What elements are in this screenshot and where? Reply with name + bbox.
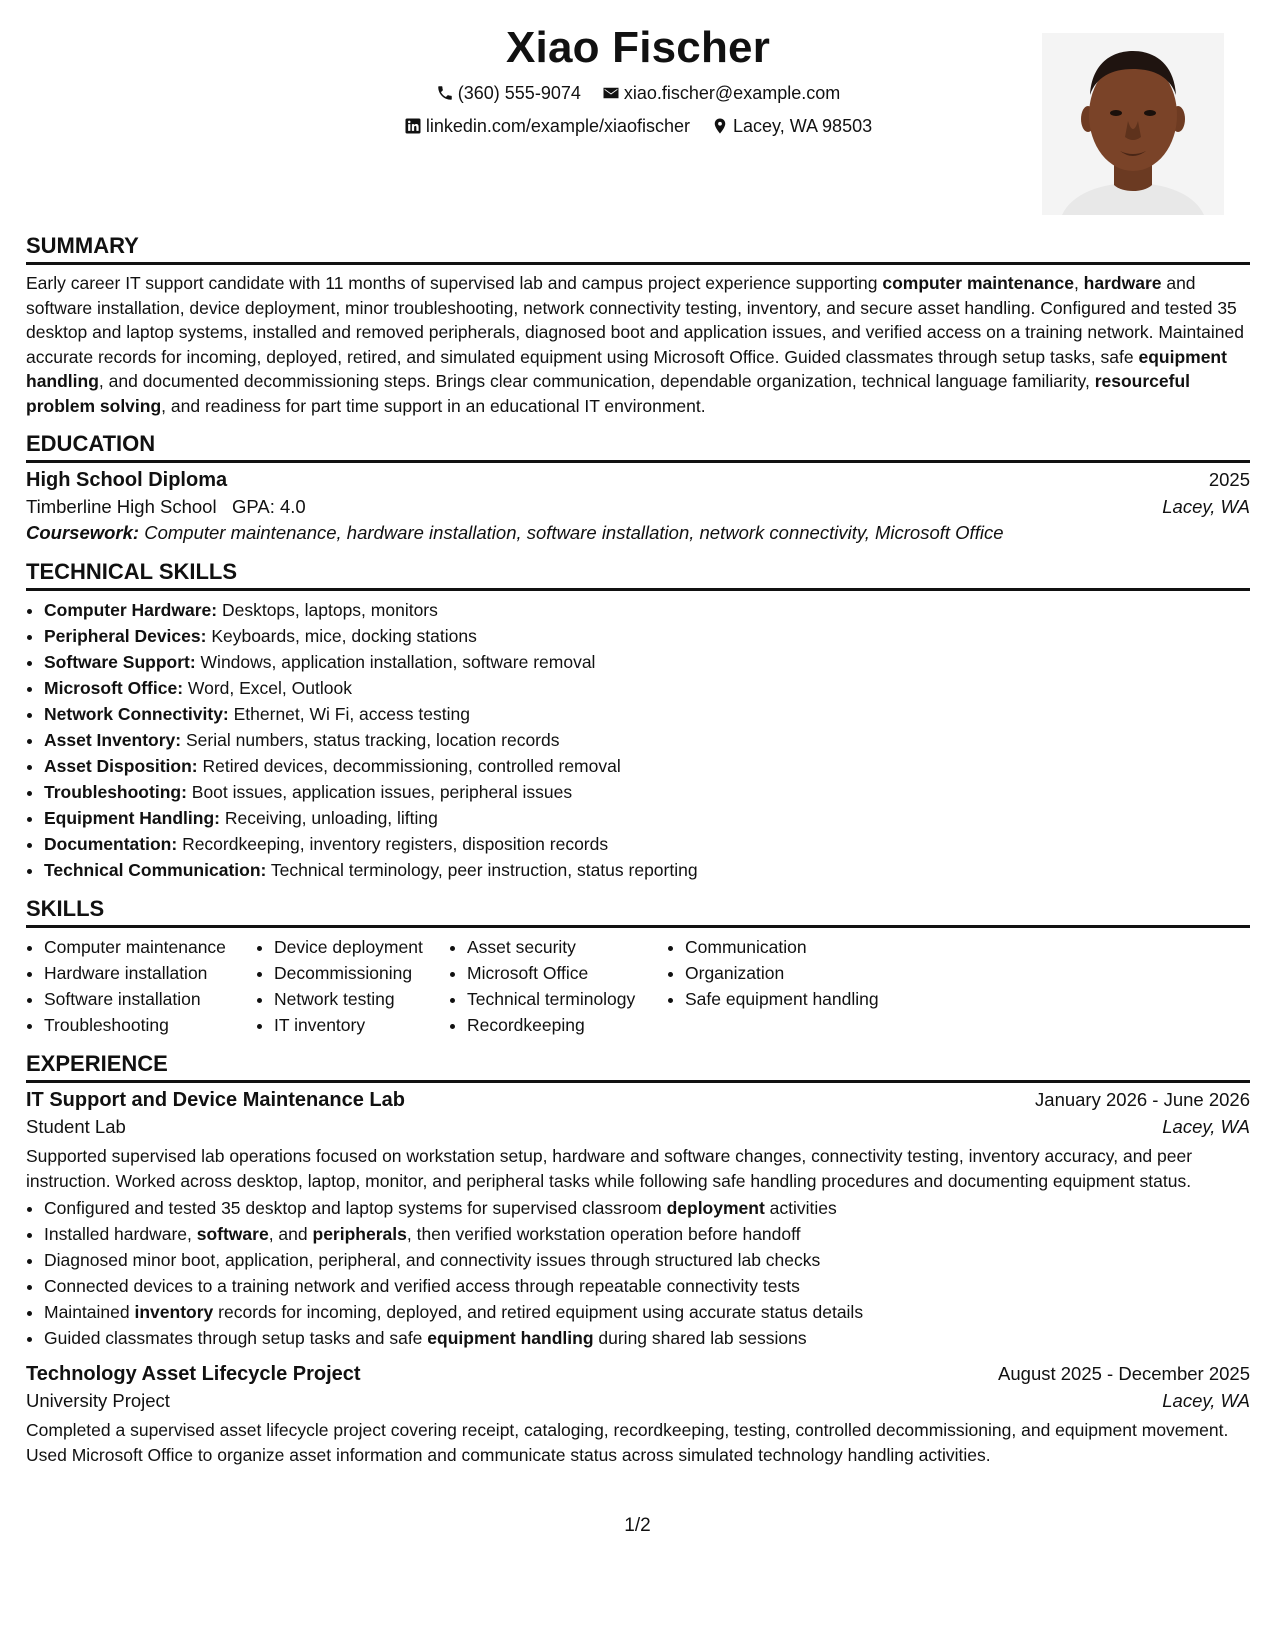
summary-part: , and documented decommissioning steps. Brings clear communication, dependable organization, technical language familiarity, bbox=[98, 371, 1095, 391]
summary-part: and software installation, device deployment, minor troubleshooting, network connectivity testing, inventory, and secure asset handling. Configured and tested 35 desktop and laptop systems, installed and removed peripherals, diagnosed boot and application issues, and verified access on a training network. Maintained accurate records for incoming, deployed, retired, and simulated equipment using Microsoft Office. Guided classmates through setup tasks, safe bbox=[26, 273, 1244, 367]
school-and-gpa bbox=[26, 496, 306, 518]
profile-photo bbox=[1042, 33, 1224, 215]
resume-page bbox=[26, 18, 1250, 1467]
resume-header bbox=[26, 18, 1250, 218]
skills-section bbox=[26, 895, 1250, 1038]
bullet-bold-part: equipment handling bbox=[427, 1328, 594, 1348]
experience-description: Supported supervised lab operations focused on workstation setup, hardware and software changes, connectivity testing, inventory accuracy, and peer instruction. Worked across desktop, laptop, monitor, and peripheral tasks while following safe handling procedures and documenting equipment status. bbox=[26, 1146, 1193, 1191]
skill-item: • Decommissioning bbox=[274, 960, 449, 986]
technical-skill-value: Technical terminology, peer instruction, status reporting bbox=[266, 860, 698, 880]
bullet-bold-part: peripherals bbox=[312, 1224, 407, 1244]
technical-skill-value: Desktops, laptops, monitors bbox=[217, 600, 438, 620]
experience-bullets bbox=[26, 1195, 1250, 1351]
skill-item: • Microsoft Office bbox=[467, 960, 667, 986]
bullet-bold-part: inventory bbox=[134, 1302, 214, 1322]
skill-item: • Computer maintenance bbox=[44, 934, 256, 960]
technical-skills-section bbox=[26, 558, 1250, 883]
technical-skill-value: Word, Excel, Outlook bbox=[183, 678, 352, 698]
school-location: Lacey, WA bbox=[1162, 496, 1250, 517]
candidate-name: Xiao Fischer bbox=[505, 23, 771, 72]
skill-item: • Recordkeeping bbox=[467, 1012, 667, 1038]
degree-title: High School Diploma bbox=[26, 469, 228, 491]
experience-bullet bbox=[44, 1299, 1250, 1325]
education-row-2 bbox=[26, 496, 1250, 518]
skill-item: • Organization bbox=[685, 960, 897, 986]
skill-item: • Software installation bbox=[44, 986, 256, 1012]
coursework-label: Coursework: bbox=[26, 522, 140, 543]
technical-skill-item bbox=[44, 701, 1250, 727]
experience-sub-row bbox=[26, 1116, 1250, 1138]
experience-org: University Project bbox=[26, 1390, 170, 1411]
experience-description: Completed a supervised asset lifecycle project covering receipt, cataloging, recordkeeping, testing, controlled decommissioning, and equipment movement. Used Microsoft Office to organize asset information and communicate status across simulated technology handling activities. bbox=[26, 1420, 1229, 1465]
experience-dates: August 2025 - December 2025 bbox=[998, 1363, 1250, 1384]
technical-skill-item bbox=[44, 779, 1250, 805]
technical-skill-label: Network Connectivity: bbox=[44, 704, 229, 724]
skill-item: • Asset security bbox=[467, 934, 667, 960]
phone-contact bbox=[436, 78, 581, 108]
linkedin-contact[interactable] bbox=[404, 111, 690, 141]
technical-skill-item bbox=[44, 857, 1250, 883]
technical-skill-value: Boot issues, application issues, peripheral issues bbox=[186, 782, 573, 802]
education-section bbox=[26, 430, 1250, 544]
experience-section bbox=[26, 1050, 1250, 1467]
experience-header-row bbox=[26, 1363, 1250, 1386]
map-pin-icon bbox=[711, 117, 729, 135]
phone-number: (360) 555-9074 bbox=[457, 83, 581, 103]
bullet-part: Guided classmates through setup tasks and safe bbox=[44, 1328, 428, 1348]
graduation-year: 2025 bbox=[1208, 469, 1250, 490]
location-contact bbox=[711, 111, 872, 141]
experience-bullet bbox=[44, 1325, 1250, 1351]
summary-part: , and readiness for part time support in an educational IT environment. bbox=[161, 395, 706, 416]
skill-item: • Technical terminology bbox=[467, 986, 667, 1012]
experience-bullet bbox=[44, 1273, 1250, 1299]
technical-skill-item bbox=[44, 831, 1250, 857]
bullet-part: Connected devices to a training network and verified access through repeatable connectivity tests bbox=[44, 1276, 800, 1296]
technical-skills-heading: TECHNICAL SKILLS bbox=[26, 558, 1250, 591]
technical-skill-label: Technical Communication: bbox=[44, 860, 267, 880]
experience-org: Student Lab bbox=[26, 1116, 126, 1137]
bullet-part: activities bbox=[764, 1198, 837, 1218]
bullet-bold-part: software bbox=[196, 1224, 269, 1244]
page-number: 1/2 bbox=[624, 1515, 651, 1536]
technical-skill-item bbox=[44, 675, 1250, 701]
experience-dates: January 2026 - June 2026 bbox=[1035, 1089, 1250, 1110]
gpa: GPA: 4.0 bbox=[232, 496, 306, 517]
experience-entry bbox=[26, 1363, 1250, 1467]
bullet-part: , and bbox=[268, 1224, 313, 1244]
school-name: Timberline High School bbox=[26, 496, 217, 517]
experience-sub-row bbox=[26, 1390, 1250, 1412]
bullet-part: Maintained bbox=[44, 1302, 135, 1322]
experience-header-row bbox=[26, 1089, 1250, 1112]
phone-icon bbox=[436, 84, 454, 102]
experience-title: IT Support and Device Maintenance Lab bbox=[26, 1089, 405, 1111]
technical-skill-item bbox=[44, 805, 1250, 831]
technical-skill-label: Microsoft Office: bbox=[44, 678, 184, 698]
technical-skill-label: Asset Disposition: bbox=[44, 756, 198, 776]
linkedin-url[interactable]: linkedin.com/example/xiaofischer bbox=[425, 116, 690, 136]
email-address[interactable]: xiao.fischer@example.com bbox=[623, 83, 841, 103]
technical-skill-value: Retired devices, decommissioning, controlled removal bbox=[197, 756, 621, 776]
coursework-list: Computer maintenance, hardware installation, software installation, network connectivity, Microsoft Office bbox=[139, 522, 1004, 543]
experience-location: Lacey, WA bbox=[1162, 1116, 1250, 1137]
technical-skill-label: Asset Inventory: bbox=[44, 730, 182, 750]
technical-skill-item bbox=[44, 753, 1250, 779]
bullet-part: , then verified workstation operation before handoff bbox=[406, 1224, 801, 1244]
technical-skill-item bbox=[44, 597, 1250, 623]
technical-skill-label: Computer Hardware: bbox=[44, 600, 218, 620]
experience-bullet bbox=[44, 1247, 1250, 1273]
envelope-icon bbox=[602, 84, 620, 102]
summary-text bbox=[26, 271, 1250, 418]
skill-item: • Hardware installation bbox=[44, 960, 256, 986]
education-row-1 bbox=[26, 469, 1250, 492]
bullet-part: during shared lab sessions bbox=[593, 1328, 807, 1348]
technical-skill-label: Documentation: bbox=[44, 834, 178, 854]
bullet-part: Diagnosed minor boot, application, peripheral, and connectivity issues through structured lab checks bbox=[44, 1250, 821, 1270]
experience-bullet bbox=[44, 1221, 1250, 1247]
summary-bold-part: equipment handling bbox=[26, 346, 1227, 391]
bullet-part: Installed hardware, bbox=[44, 1224, 197, 1244]
skills-column bbox=[667, 934, 897, 1038]
skill-item: • Safe equipment handling bbox=[685, 986, 897, 1012]
bullet-part: records for incoming, deployed, and retired equipment using accurate status details bbox=[213, 1302, 864, 1322]
summary-bold-part: hardware bbox=[1083, 273, 1162, 293]
technical-skill-label: Troubleshooting: bbox=[44, 782, 187, 802]
technical-skill-label: Equipment Handling: bbox=[44, 808, 220, 828]
experience-entries bbox=[26, 1089, 1250, 1467]
experience-entry bbox=[26, 1089, 1250, 1351]
technical-skill-value: Serial numbers, status tracking, location records bbox=[181, 730, 560, 750]
experience-location: Lacey, WA bbox=[1162, 1390, 1250, 1411]
technical-skill-label: Peripheral Devices: bbox=[44, 626, 207, 646]
experience-title: Technology Asset Lifecycle Project bbox=[26, 1363, 361, 1385]
skill-item: • Communication bbox=[685, 934, 897, 960]
summary-part: Early career IT support candidate with 11 months of supervised lab and campus project experience supporting bbox=[26, 273, 883, 293]
technical-skill-value: Windows, application installation, software removal bbox=[195, 652, 596, 672]
technical-skill-value: Receiving, unloading, lifting bbox=[219, 808, 438, 828]
summary-section bbox=[26, 232, 1250, 418]
skills-grid bbox=[26, 934, 1250, 1038]
bullet-bold-part: deployment bbox=[666, 1198, 765, 1218]
location-text: Lacey, WA 98503 bbox=[733, 116, 873, 136]
linkedin-icon bbox=[404, 117, 422, 135]
skill-item: • IT inventory bbox=[274, 1012, 449, 1038]
skills-column bbox=[26, 934, 256, 1038]
technical-skill-item bbox=[44, 649, 1250, 675]
bullet-part: Configured and tested 35 desktop and laptop systems for supervised classroom bbox=[44, 1198, 667, 1218]
experience-heading: EXPERIENCE bbox=[26, 1050, 1250, 1083]
summary-heading: SUMMARY bbox=[26, 232, 1250, 265]
skills-heading: SKILLS bbox=[26, 895, 1250, 928]
technical-skill-item bbox=[44, 727, 1250, 753]
email-contact[interactable] bbox=[602, 78, 840, 108]
technical-skills-list bbox=[26, 597, 1250, 883]
education-heading: EDUCATION bbox=[26, 430, 1250, 463]
technical-skill-value: Ethernet, Wi Fi, access testing bbox=[228, 704, 470, 724]
technical-skill-label: Software Support: bbox=[44, 652, 196, 672]
experience-bullet bbox=[44, 1195, 1250, 1221]
skills-column bbox=[256, 934, 449, 1038]
technical-skill-item bbox=[44, 623, 1250, 649]
skill-item: • Network testing bbox=[274, 986, 449, 1012]
skill-item: • Troubleshooting bbox=[44, 1012, 256, 1038]
coursework bbox=[26, 522, 1250, 544]
summary-bold-part: resourceful problem solving bbox=[26, 371, 1191, 416]
technical-skill-value: Keyboards, mice, docking stations bbox=[206, 626, 477, 646]
technical-skill-value: Recordkeeping, inventory registers, disposition records bbox=[177, 834, 609, 854]
summary-part: , bbox=[1073, 273, 1084, 293]
skill-item: • Device deployment bbox=[274, 934, 449, 960]
summary-bold-part: computer maintenance bbox=[882, 273, 1074, 293]
skills-column bbox=[449, 934, 667, 1038]
